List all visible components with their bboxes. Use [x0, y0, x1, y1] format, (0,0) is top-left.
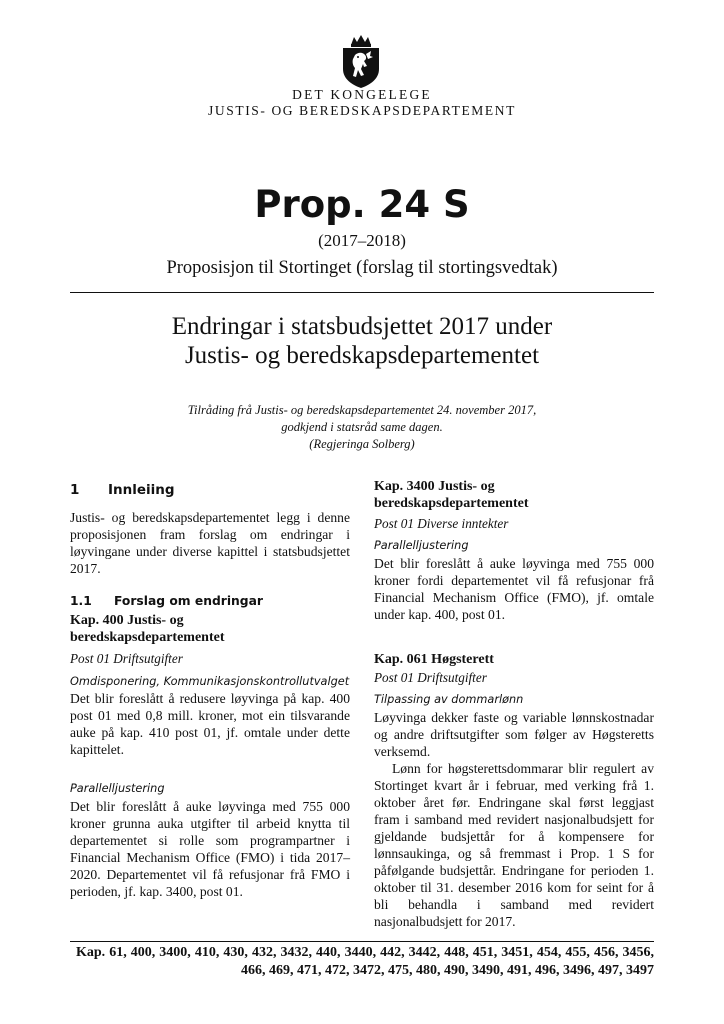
section-1-1-title: Forslag om endringar [114, 594, 263, 608]
royal-coat-of-arms-icon [337, 33, 385, 89]
kap-061-heading: Kap. 061 Høgsterett [374, 652, 494, 667]
kap-400-body-2: Det blir foreslått å auke løyvinga med 755 000 kroner grunna auka utgifter til arbeid knytta til departementet si rolle som programpartner i Financial Mechanism Office (FMO) i tida 2017–2020. Departementet vil få refusjonar frå FMO i perioden, jf. kap. 3400, post 01. [70, 799, 350, 899]
document-title [0, 312, 724, 370]
department-line-1: DET KONGELEGE [292, 87, 432, 102]
kap-3400-body: Det blir foreslått å auke løyvinga med 755 000 kroner fordi departementet vil få refusjonar frå Financial Mechanism Office (FMO), jf. omtale under kap. 400, post 01. [374, 556, 654, 622]
kap-3400-post: Post 01 Diverse inntekter [374, 516, 509, 531]
section-1-title: Innleiing [108, 482, 175, 498]
kap-400-subheading-1: Omdisponering, Kommunikasjonskontrollutvalget [70, 675, 350, 688]
recommendation-line-2: godkjend i statsråd same dagen. [281, 420, 443, 434]
proposition-number: Prop. 24 S [254, 183, 470, 226]
session-years: (2017–2018) [318, 231, 406, 250]
section-1-number: 1 [70, 482, 80, 498]
kap-061-body-1: Løyvinga dekker faste og variable lønnskostnadar og andre driftsutgifter som følger av Høgsteretts verksemd. [374, 710, 654, 759]
kap-3400-subheading: Parallelljustering [374, 539, 469, 552]
kap-061-subheading: Tilpassing av dommarlønn [374, 693, 524, 706]
section-1-body: Justis- og beredskapsdepartementet legg i denne proposisjonen fram forslag om endringar i løyvingane under diverse kapittel i statsbudsjettet 2017. [70, 510, 350, 576]
kap-400-subheading-2: Parallelljustering [70, 782, 165, 795]
recommendation [0, 402, 724, 453]
section-1-1-heading [70, 594, 263, 608]
title-divider [70, 292, 654, 293]
department-line-2: JUSTIS- OG BEREDSKAPSDEPARTEMENT [208, 103, 516, 118]
chapter-list: Kap. 61, 400, 3400, 410, 430, 432, 3432, 440, 3440, 442, 3442, 448, 451, 3451, 454, 455, 456, 3456, 466, 469, 471, 472, 3472, 475, 480, 490, 3490, 491, 496, 3496, 497, 3497 [76, 945, 654, 978]
kap-400-heading: Kap. 400 Justis- og beredskapsdepartementet [70, 613, 225, 645]
kap-061-post: Post 01 Driftsutgifter [374, 670, 487, 685]
document-title-line-2: Justis- og beredskapsdepartementet [184, 342, 540, 369]
kap-400-post: Post 01 Driftsutgifter [70, 651, 183, 666]
kap-400-body-1: Det blir foreslått å redusere løyvinga på kap. 400 post 01 med 0,8 mill. kroner, mot ein tilsvarande auke på kap. 410 post 01, jf. omtale under dette kapittelet. [70, 691, 350, 757]
recommendation-line-1: Tilråding frå Justis- og beredskapsdepartementet 24. november 2017, [187, 403, 537, 417]
proposition-subtitle: Proposisjon til Stortinget (forslag til stortingsvedtak) [166, 258, 558, 278]
document-title-line-1: Endringar i statsbudsjettet 2017 under [171, 313, 553, 340]
kap-061-body-2: Lønn for høgsterettsdommarar blir regulert av Stortinget kvart år i februar, med verking frå 1. oktober året før. Endringane skal først leggjast fram i samband med revidert nasjonalbudsjett for gjeldande budsjettår for å kompensere for lønnsaukinga, og så fremmast i Prop. 1 S for påfølgande budsjettår. Endringane for perioden 1. oktober til 31. desember 2016 kom for seint for å bli behandla i samband med revidert nasjonalbudsjett for 2017. [374, 761, 654, 929]
section-1-1-number: 1.1 [70, 594, 92, 608]
footer-divider [70, 941, 654, 942]
recommendation-line-3: (Regjeringa Solberg) [309, 437, 415, 451]
section-1-heading [70, 482, 175, 498]
kap-3400-heading: Kap. 3400 Justis- og beredskapsdepartementet [374, 479, 529, 511]
